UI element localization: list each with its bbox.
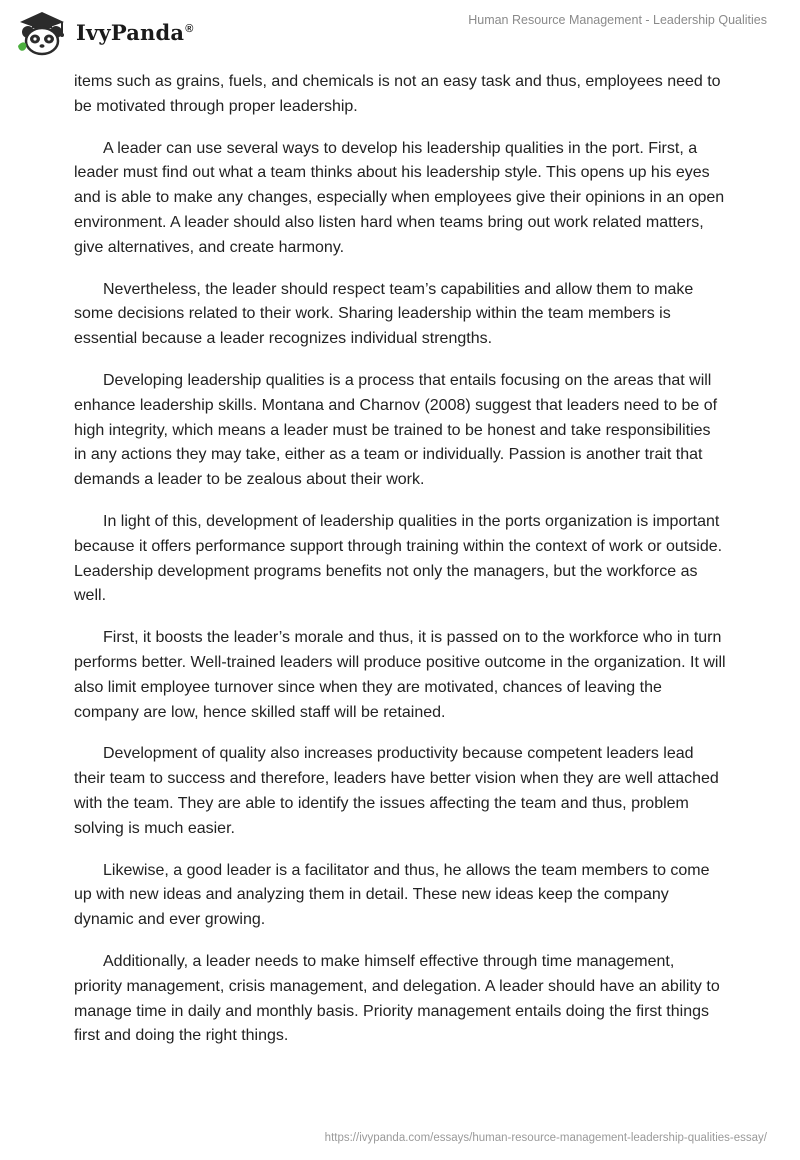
brand-name: IvyPanda® [76, 20, 194, 45]
paragraph: In light of this, development of leadership qualities in the ports organization is important because it offers performance support through training within the context of work or outside. Leadership development programs benefits not only the managers, but the workforce as well. [74, 512, 723, 605]
paragraph-continued: items such as grains, fuels, and chemicals is not an easy task and thus, employees need to be motivated through proper leadership. [74, 73, 721, 115]
source-url[interactable]: https://ivypanda.com/essays/human-resource-management-leadership-qualities-essay/ [324, 1132, 767, 1144]
page-header [0, 0, 800, 70]
panda-graduate-icon [14, 8, 70, 58]
paragraph: Nevertheless, the leader should respect team’s capabilities and allow them to make some decisions related to their work. Sharing leadership within the team members is essential because a leader recognizes individual strengths. [74, 280, 694, 348]
ivypanda-logo[interactable] [14, 8, 214, 58]
paragraph: Developing leadership qualities is a process that entails focusing on the areas that will enhance leadership skills. Montana and Charnov (2008) suggest that leaders need to be of high integrity, which means a leader must be trained to be honest and take responsibilities in any actions they may take, either as a team or individually. Passion is another trait that demands a leader to be zealous about their work. [74, 371, 718, 489]
document-title: Human Resource Management - Leadership Qualities [468, 13, 767, 27]
paragraph: Likewise, a good leader is a facilitator and thus, he allows the team members to come up with new ideas and analyzing them in detail. These new ideas keep the company dynamic and ever growing. [74, 861, 710, 929]
paragraph: A leader can use several ways to develop his leadership qualities in the port. First, a leader must find out what a team thinks about his leadership style. This opens up his eyes and is able to make any changes, especially when employees give their opinions in an open environment. A leader should also listen hard when teams bring out work related matters, give alternatives, and create harmony. [74, 139, 725, 256]
paragraph: Additionally, a leader needs to make himself effective through time management, priority management, crisis management, and delegation. A leader should have an ability to manage time in daily and monthly basis. Priority management entails doing the first things first and doing the right things. [74, 952, 720, 1045]
essay-body [74, 70, 726, 1066]
registered-mark: ® [185, 23, 194, 35]
paragraph: First, it boosts the leader’s morale and thus, it is passed on to the workforce who in turn performs better. Well-trained leaders will produce positive outcome in the organization. It will also limit employee turnover since when they are motivated, chances of leaving the company are low, hence skilled staff will be retained. [74, 629, 726, 721]
paragraph: Development of quality also increases productivity because competent leaders lead their team to success and therefore, leaders have better vision when they are well attached with the team. They are able to identify the issues affecting the team and thus, problem solving is much easier. [74, 745, 719, 837]
